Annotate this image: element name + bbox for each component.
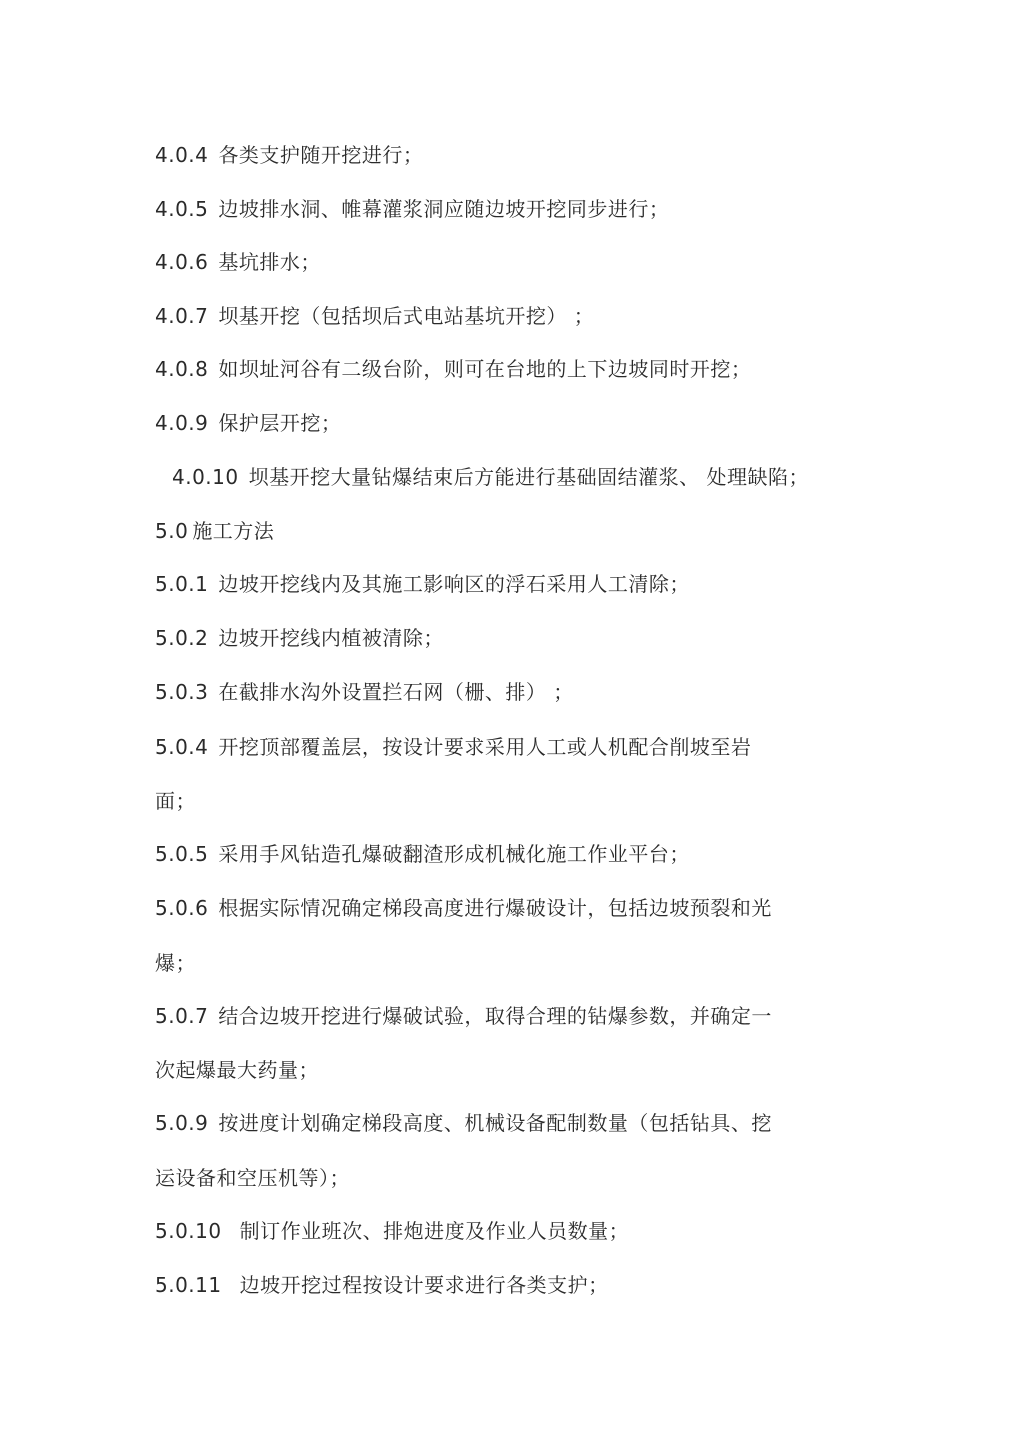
clause-text: 边坡开挖过程按设计要求进行各类支护； (239, 1273, 609, 1297)
clause-text: 结合边坡开挖进行爆破试验，取得合理的钻爆参数，并确定一 (218, 1004, 772, 1028)
clause-5-0-3 (155, 677, 574, 707)
clause-text: 在截排水沟外设置拦石网（栅、排） ； (218, 680, 574, 704)
clause-text: 坝基开挖（包括坝后式电站基坑开挖） ； (218, 304, 595, 328)
clause-number: 4.0.6 (155, 250, 209, 274)
clause-5-0-7 (155, 1001, 772, 1031)
clause-number: 4.0.5 (155, 197, 209, 221)
clause-number: 4.0.8 (155, 357, 209, 381)
clause-number: 4.0.10 (172, 465, 239, 489)
clause-text: 采用手风钻造孔爆破翻渣形成机械化施工作业平台； (218, 842, 690, 866)
clause-5-0-11 (155, 1270, 609, 1300)
clause-number: 4.0.7 (155, 304, 209, 328)
clause-text: 边坡排水洞、帷幕灌浆洞应随边坡开挖同步进行； (218, 197, 670, 221)
clause-5-0-9 (155, 1108, 772, 1138)
clause-text: 保护层开挖； (218, 411, 342, 435)
clause-text: 根据实际情况确定梯段高度进行爆破设计，包括边坡预裂和光 (218, 896, 772, 920)
clause-text: 按进度计划确定梯段高度、机械设备配制数量（包括钻具、挖 (218, 1111, 772, 1135)
clause-text: 如坝址河谷有二级台阶，则可在台地的上下边坡同时开挖； (218, 357, 752, 381)
clause-5-0-9-continuation (155, 1163, 350, 1193)
clause-number: 5.0.10 (155, 1219, 222, 1243)
clause-5-0-4 (155, 732, 751, 762)
clause-text: 制订作业班次、排炮进度及作业人员数量； (239, 1219, 630, 1243)
clause-number: 5.0.2 (155, 626, 209, 650)
section-heading-5-0 (155, 516, 274, 546)
clause-number: 5.0.6 (155, 896, 209, 920)
clause-number: 5.0.5 (155, 842, 209, 866)
clause-text-continuation: 面； (155, 789, 196, 813)
clause-4-0-10 (172, 462, 809, 492)
clause-text-continuation: 爆； (155, 951, 196, 975)
clause-text: 边坡开挖线内及其施工影响区的浮石采用人工清除； (218, 572, 690, 596)
clause-number: 5.0.11 (155, 1273, 222, 1297)
clause-number: 4.0.9 (155, 411, 209, 435)
clause-text: 各类支护随开挖进行； (218, 143, 424, 167)
clause-5-0-1 (155, 569, 690, 599)
clause-text: 开挖顶部覆盖层，按设计要求采用人工或人机配合削坡至岩 (218, 735, 752, 759)
clause-5-0-5 (155, 839, 690, 869)
clause-number: 5.0.3 (155, 680, 209, 704)
clause-4-0-6 (155, 247, 321, 277)
clause-text: 坝基开挖大量钻爆结束后方能进行基础固结灌浆、 处理缺陷； (248, 465, 809, 489)
clause-number: 5.0.7 (155, 1004, 209, 1028)
clause-4-0-7 (155, 301, 594, 331)
clause-5-0-2 (155, 623, 444, 653)
clause-number: 5.0.9 (155, 1111, 209, 1135)
section-title: 施工方法 (192, 519, 275, 543)
clause-5-0-10 (155, 1216, 629, 1246)
clause-text-continuation: 次起爆最大药量； (155, 1058, 319, 1082)
clause-5-0-6 (155, 893, 772, 923)
clause-text-continuation: 运设备和空压机等）； (155, 1166, 350, 1190)
clause-4-0-5 (155, 194, 669, 224)
clause-4-0-4 (155, 140, 423, 170)
clause-5-0-6-continuation (155, 948, 196, 978)
clause-5-0-7-continuation (155, 1055, 319, 1085)
clause-4-0-9 (155, 408, 341, 438)
clause-text: 边坡开挖线内植被清除； (218, 626, 444, 650)
clause-4-0-8 (155, 354, 751, 384)
section-number: 5.0 (155, 519, 189, 543)
clause-5-0-4-continuation (155, 786, 196, 816)
clause-number: 5.0.1 (155, 572, 209, 596)
clause-number: 5.0.4 (155, 735, 209, 759)
clause-number: 4.0.4 (155, 143, 209, 167)
clause-text: 基坑排水； (218, 250, 321, 274)
